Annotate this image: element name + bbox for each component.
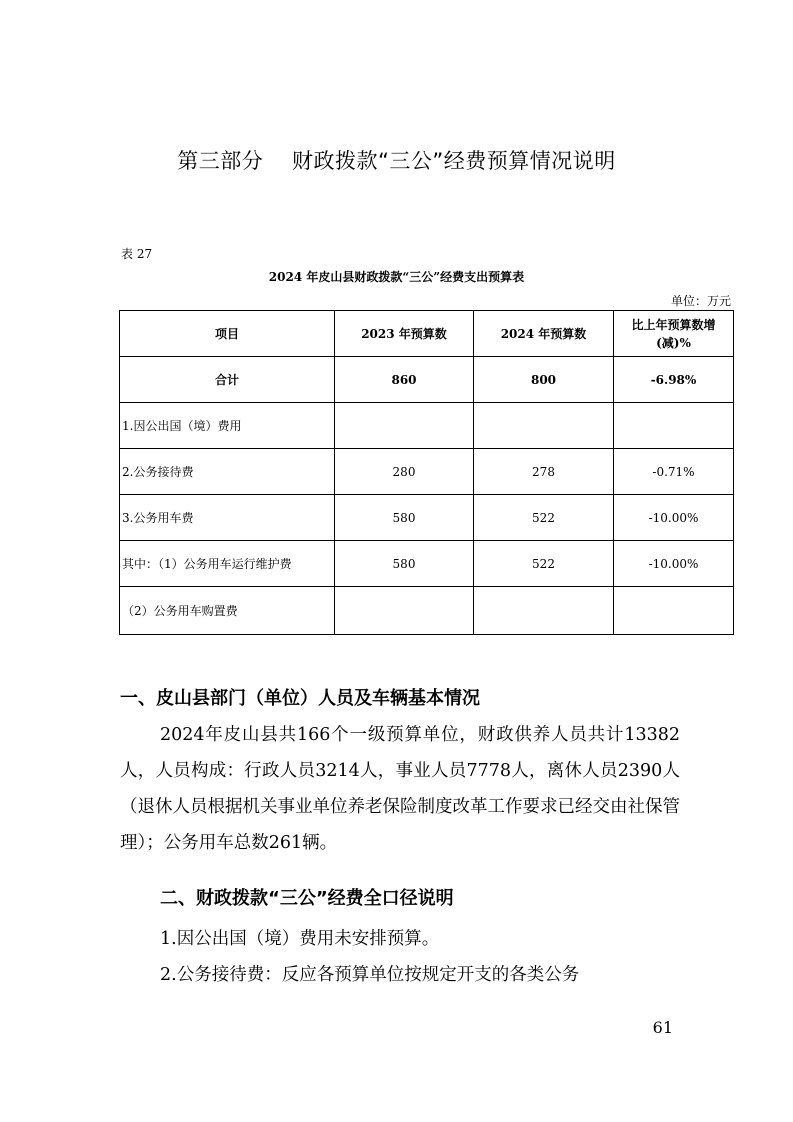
table-number: 表 27 <box>121 247 153 261</box>
row-2024: 522 <box>474 541 614 587</box>
row-2024 <box>474 403 614 449</box>
table-row <box>120 357 734 403</box>
table-row <box>120 587 734 635</box>
row-change: -0.71% <box>614 449 734 495</box>
budget-table <box>119 310 734 635</box>
header-2023: 2023 年预算数 <box>335 311 474 357</box>
row-2023: 280 <box>335 449 474 495</box>
table-header-row <box>120 311 734 357</box>
header-2024: 2024 年预算数 <box>474 311 614 357</box>
page-number: 61 <box>652 1018 673 1037</box>
row-item: （2）公务用车购置费 <box>120 587 335 635</box>
row-2024: 278 <box>474 449 614 495</box>
reception-expense-line: 2.公务接待费：反应各预算单位按规定开支的各类公务 <box>160 965 580 985</box>
table-unit: 单位：万元 <box>670 294 731 308</box>
table-row <box>120 449 734 495</box>
row-item: 3.公务用车费 <box>120 495 335 541</box>
part-title: 第三部分 财政拨款“三公”经费预算情况说明 <box>177 149 616 173</box>
row-change <box>614 587 734 635</box>
header-item: 项目 <box>120 311 335 357</box>
row-2023: 580 <box>335 495 474 541</box>
section-heading-personnel: 一、皮山县部门（单位）人员及车辆基本情况 <box>120 688 480 709</box>
table-row <box>120 541 734 587</box>
row-2024 <box>474 587 614 635</box>
row-2023: 580 <box>335 541 474 587</box>
row-2023: 860 <box>335 357 474 403</box>
row-change: -10.00% <box>614 495 734 541</box>
overseas-expense-line: 1.因公出国（境）费用未安排预算。 <box>160 929 440 949</box>
row-change <box>614 403 734 449</box>
row-2023 <box>335 587 474 635</box>
row-2023 <box>335 403 474 449</box>
row-2024: 522 <box>474 495 614 541</box>
personnel-paragraph: 2024年皮山县共166个一级预算单位，财政供养人员共计13382人，人员构成：行政人员3214人，事业人员7778人，离休人员2390人（退休人员根据机关事业单位养老保险制度改革工作要求已经交由社保管理）；公务用车总数261辆。 <box>120 725 680 853</box>
row-item: 2.公务接待费 <box>120 449 335 495</box>
header-change: 比上年预算数增(减)% <box>614 311 734 357</box>
section-heading-three-public: 二、财政拨款“三公”经费全口径说明 <box>160 888 454 909</box>
row-change: -10.00% <box>614 541 734 587</box>
row-item: 1.因公出国（境）费用 <box>120 403 335 449</box>
row-change: -6.98% <box>614 357 734 403</box>
row-item: 合计 <box>120 357 335 403</box>
row-2024: 800 <box>474 357 614 403</box>
row-item: 其中：（1）公务用车运行维护费 <box>120 541 335 587</box>
table-row <box>120 403 734 449</box>
table-title: 2024 年皮山县财政拨款“三公”经费支出预算表 <box>268 270 525 284</box>
table-row <box>120 495 734 541</box>
